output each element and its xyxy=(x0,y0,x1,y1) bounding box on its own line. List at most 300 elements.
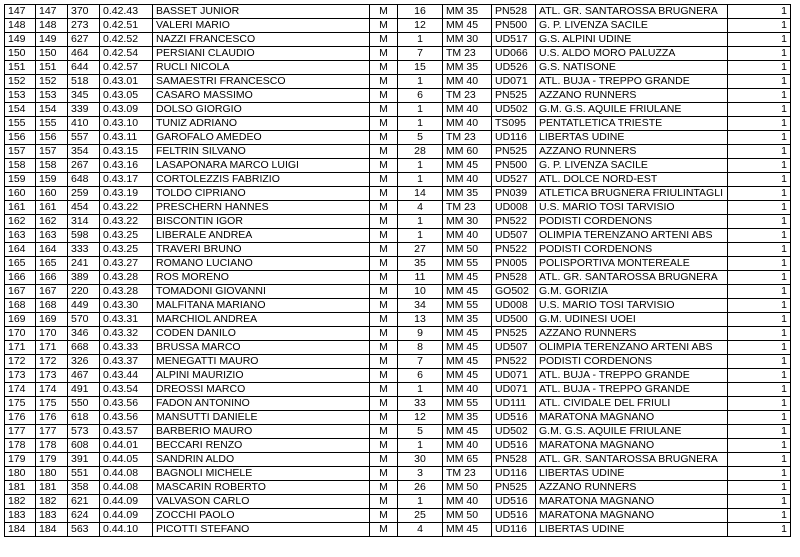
club-name-cell: U.S. MARIO TOSI TARVISIO xyxy=(536,299,728,313)
table-row xyxy=(5,523,791,537)
points-cell: 1 xyxy=(728,243,791,257)
category-cell: MM 40 xyxy=(443,173,492,187)
overall-position-cell: 170 xyxy=(36,327,68,341)
sex-cell: M xyxy=(370,397,398,411)
position-cell: 163 xyxy=(5,229,36,243)
table-row xyxy=(5,187,791,201)
bib-number-cell: 391 xyxy=(68,453,100,467)
category-cell: MM 45 xyxy=(443,327,492,341)
position-cell: 158 xyxy=(5,159,36,173)
position-cell: 182 xyxy=(5,495,36,509)
club-name-cell: ATL. BUJA - TREPPO GRANDE xyxy=(536,75,728,89)
finish-time-cell: 0.43.32 xyxy=(100,327,153,341)
table-row xyxy=(5,299,791,313)
club-code-cell: UD500 xyxy=(492,313,536,327)
club-code-cell: PN528 xyxy=(492,5,536,19)
category-rank-cell: 26 xyxy=(398,481,443,495)
table-row xyxy=(5,33,791,47)
overall-position-cell: 147 xyxy=(36,5,68,19)
club-code-cell: UD516 xyxy=(492,439,536,453)
points-cell: 1 xyxy=(728,327,791,341)
overall-position-cell: 167 xyxy=(36,285,68,299)
club-name-cell: OLIMPIA TERENZANO ARTENI ABS xyxy=(536,341,728,355)
position-cell: 156 xyxy=(5,131,36,145)
bib-number-cell: 624 xyxy=(68,509,100,523)
points-cell: 1 xyxy=(728,229,791,243)
finish-time-cell: 0.44.08 xyxy=(100,467,153,481)
club-code-cell: TS095 xyxy=(492,117,536,131)
club-name-cell: G.S. NATISONE xyxy=(536,61,728,75)
position-cell: 170 xyxy=(5,327,36,341)
club-code-cell: UD071 xyxy=(492,369,536,383)
table-row xyxy=(5,89,791,103)
finish-time-cell: 0.43.37 xyxy=(100,355,153,369)
points-cell: 1 xyxy=(728,523,791,537)
finish-time-cell: 0.44.01 xyxy=(100,439,153,453)
table-row xyxy=(5,481,791,495)
overall-position-cell: 184 xyxy=(36,523,68,537)
athlete-name-cell: BISCONTIN IGOR xyxy=(153,215,370,229)
club-name-cell: ATL. BUJA - TREPPO GRANDE xyxy=(536,383,728,397)
category-cell: MM 55 xyxy=(443,299,492,313)
sex-cell: M xyxy=(370,467,398,481)
overall-position-cell: 171 xyxy=(36,341,68,355)
overall-position-cell: 156 xyxy=(36,131,68,145)
athlete-name-cell: MENEGATTI MAURO xyxy=(153,355,370,369)
category-cell: MM 35 xyxy=(443,187,492,201)
category-rank-cell: 1 xyxy=(398,495,443,509)
overall-position-cell: 148 xyxy=(36,19,68,33)
sex-cell: M xyxy=(370,145,398,159)
bib-number-cell: 454 xyxy=(68,201,100,215)
sex-cell: M xyxy=(370,61,398,75)
club-code-cell: UD008 xyxy=(492,299,536,313)
points-cell: 1 xyxy=(728,117,791,131)
category-cell: MM 40 xyxy=(443,495,492,509)
position-cell: 157 xyxy=(5,145,36,159)
sex-cell: M xyxy=(370,173,398,187)
table-row xyxy=(5,75,791,89)
category-cell: MM 35 xyxy=(443,313,492,327)
athlete-name-cell: BARBERIO MAURO xyxy=(153,425,370,439)
table-row xyxy=(5,439,791,453)
overall-position-cell: 159 xyxy=(36,173,68,187)
table-row xyxy=(5,285,791,299)
category-cell: MM 50 xyxy=(443,481,492,495)
points-cell: 1 xyxy=(728,439,791,453)
bib-number-cell: 220 xyxy=(68,285,100,299)
category-rank-cell: 25 xyxy=(398,509,443,523)
bib-number-cell: 273 xyxy=(68,19,100,33)
club-code-cell: UD517 xyxy=(492,33,536,47)
table-row xyxy=(5,103,791,117)
bib-number-cell: 358 xyxy=(68,481,100,495)
category-rank-cell: 6 xyxy=(398,89,443,103)
table-row xyxy=(5,229,791,243)
category-rank-cell: 35 xyxy=(398,257,443,271)
position-cell: 177 xyxy=(5,425,36,439)
overall-position-cell: 161 xyxy=(36,201,68,215)
finish-time-cell: 0.44.09 xyxy=(100,495,153,509)
points-cell: 1 xyxy=(728,383,791,397)
club-name-cell: PODISTI CORDENONS xyxy=(536,215,728,229)
finish-time-cell: 0.42.54 xyxy=(100,47,153,61)
sex-cell: M xyxy=(370,5,398,19)
category-rank-cell: 6 xyxy=(398,369,443,383)
finish-time-cell: 0.44.09 xyxy=(100,509,153,523)
results-table xyxy=(4,4,791,537)
athlete-name-cell: ZOCCHI PAOLO xyxy=(153,509,370,523)
bib-number-cell: 491 xyxy=(68,383,100,397)
position-cell: 160 xyxy=(5,187,36,201)
finish-time-cell: 0.43.31 xyxy=(100,313,153,327)
category-rank-cell: 7 xyxy=(398,47,443,61)
club-name-cell: AZZANO RUNNERS xyxy=(536,89,728,103)
overall-position-cell: 181 xyxy=(36,481,68,495)
overall-position-cell: 174 xyxy=(36,383,68,397)
sex-cell: M xyxy=(370,159,398,173)
sex-cell: M xyxy=(370,327,398,341)
category-rank-cell: 4 xyxy=(398,201,443,215)
category-cell: MM 45 xyxy=(443,341,492,355)
position-cell: 154 xyxy=(5,103,36,117)
bib-number-cell: 326 xyxy=(68,355,100,369)
category-cell: MM 60 xyxy=(443,145,492,159)
athlete-name-cell: BECCARI RENZO xyxy=(153,439,370,453)
sex-cell: M xyxy=(370,257,398,271)
overall-position-cell: 151 xyxy=(36,61,68,75)
position-cell: 147 xyxy=(5,5,36,19)
bib-number-cell: 551 xyxy=(68,467,100,481)
overall-position-cell: 172 xyxy=(36,355,68,369)
category-cell: MM 40 xyxy=(443,383,492,397)
bib-number-cell: 410 xyxy=(68,117,100,131)
bib-number-cell: 621 xyxy=(68,495,100,509)
category-rank-cell: 1 xyxy=(398,103,443,117)
finish-time-cell: 0.43.54 xyxy=(100,383,153,397)
athlete-name-cell: MARCHIOL ANDREA xyxy=(153,313,370,327)
sex-cell: M xyxy=(370,285,398,299)
bib-number-cell: 339 xyxy=(68,103,100,117)
athlete-name-cell: GAROFALO AMEDEO xyxy=(153,131,370,145)
sex-cell: M xyxy=(370,453,398,467)
position-cell: 152 xyxy=(5,75,36,89)
position-cell: 181 xyxy=(5,481,36,495)
table-row xyxy=(5,145,791,159)
table-row xyxy=(5,341,791,355)
club-code-cell: UD116 xyxy=(492,131,536,145)
category-cell: MM 40 xyxy=(443,75,492,89)
overall-position-cell: 154 xyxy=(36,103,68,117)
athlete-name-cell: FELTRIN SILVANO xyxy=(153,145,370,159)
club-name-cell: ATL. GR. SANTAROSSA BRUGNERA xyxy=(536,5,728,19)
table-row xyxy=(5,495,791,509)
category-cell: MM 50 xyxy=(443,509,492,523)
category-cell: TM 23 xyxy=(443,89,492,103)
club-code-cell: UD111 xyxy=(492,397,536,411)
club-code-cell: PN528 xyxy=(492,453,536,467)
overall-position-cell: 155 xyxy=(36,117,68,131)
category-cell: MM 45 xyxy=(443,523,492,537)
category-rank-cell: 10 xyxy=(398,285,443,299)
finish-time-cell: 0.43.11 xyxy=(100,131,153,145)
sex-cell: M xyxy=(370,313,398,327)
category-rank-cell: 15 xyxy=(398,61,443,75)
category-rank-cell: 34 xyxy=(398,299,443,313)
table-row xyxy=(5,369,791,383)
finish-time-cell: 0.42.43 xyxy=(100,5,153,19)
club-name-cell: G.S. ALPINI UDINE xyxy=(536,33,728,47)
finish-time-cell: 0.43.44 xyxy=(100,369,153,383)
athlete-name-cell: TOMADONI GIOVANNI xyxy=(153,285,370,299)
category-cell: MM 30 xyxy=(443,215,492,229)
sex-cell: M xyxy=(370,495,398,509)
bib-number-cell: 563 xyxy=(68,523,100,537)
category-cell: TM 23 xyxy=(443,47,492,61)
category-cell: MM 65 xyxy=(443,453,492,467)
overall-position-cell: 164 xyxy=(36,243,68,257)
club-name-cell: AZZANO RUNNERS xyxy=(536,327,728,341)
category-cell: MM 40 xyxy=(443,103,492,117)
table-row xyxy=(5,509,791,523)
club-code-cell: PN528 xyxy=(492,271,536,285)
category-cell: MM 35 xyxy=(443,61,492,75)
position-cell: 168 xyxy=(5,299,36,313)
overall-position-cell: 183 xyxy=(36,509,68,523)
athlete-name-cell: TRAVERI BRUNO xyxy=(153,243,370,257)
category-rank-cell: 28 xyxy=(398,145,443,159)
club-name-cell: PODISTI CORDENONS xyxy=(536,243,728,257)
club-code-cell: PN039 xyxy=(492,187,536,201)
athlete-name-cell: TUNIZ ADRIANO xyxy=(153,117,370,131)
bib-number-cell: 345 xyxy=(68,89,100,103)
position-cell: 159 xyxy=(5,173,36,187)
athlete-name-cell: CORTOLEZZIS FABRIZIO xyxy=(153,173,370,187)
finish-time-cell: 0.44.05 xyxy=(100,453,153,467)
sex-cell: M xyxy=(370,355,398,369)
overall-position-cell: 180 xyxy=(36,467,68,481)
category-cell: TM 23 xyxy=(443,131,492,145)
finish-time-cell: 0.43.10 xyxy=(100,117,153,131)
category-cell: MM 40 xyxy=(443,439,492,453)
club-name-cell: MARATONA MAGNANO xyxy=(536,495,728,509)
finish-time-cell: 0.43.28 xyxy=(100,285,153,299)
points-cell: 1 xyxy=(728,355,791,369)
category-rank-cell: 5 xyxy=(398,131,443,145)
club-code-cell: PN500 xyxy=(492,19,536,33)
bib-number-cell: 598 xyxy=(68,229,100,243)
category-rank-cell: 12 xyxy=(398,19,443,33)
overall-position-cell: 160 xyxy=(36,187,68,201)
sex-cell: M xyxy=(370,271,398,285)
bib-number-cell: 467 xyxy=(68,369,100,383)
points-cell: 1 xyxy=(728,369,791,383)
points-cell: 1 xyxy=(728,411,791,425)
club-name-cell: PENTATLETICA TRIESTE xyxy=(536,117,728,131)
position-cell: 184 xyxy=(5,523,36,537)
overall-position-cell: 150 xyxy=(36,47,68,61)
club-name-cell: POLISPORTIVA MONTEREALE xyxy=(536,257,728,271)
points-cell: 1 xyxy=(728,187,791,201)
athlete-name-cell: ROS MORENO xyxy=(153,271,370,285)
finish-time-cell: 0.42.57 xyxy=(100,61,153,75)
category-rank-cell: 16 xyxy=(398,5,443,19)
results-body xyxy=(5,5,791,537)
table-row xyxy=(5,117,791,131)
club-name-cell: MARATONA MAGNANO xyxy=(536,509,728,523)
club-code-cell: UD066 xyxy=(492,47,536,61)
overall-position-cell: 152 xyxy=(36,75,68,89)
club-name-cell: AZZANO RUNNERS xyxy=(536,145,728,159)
table-row xyxy=(5,411,791,425)
bib-number-cell: 389 xyxy=(68,271,100,285)
club-code-cell: UD116 xyxy=(492,467,536,481)
bib-number-cell: 449 xyxy=(68,299,100,313)
overall-position-cell: 165 xyxy=(36,257,68,271)
finish-time-cell: 0.42.52 xyxy=(100,33,153,47)
category-rank-cell: 1 xyxy=(398,75,443,89)
club-code-cell: PN522 xyxy=(492,355,536,369)
club-name-cell: LIBERTAS UDINE xyxy=(536,131,728,145)
finish-time-cell: 0.44.08 xyxy=(100,481,153,495)
points-cell: 1 xyxy=(728,33,791,47)
points-cell: 1 xyxy=(728,173,791,187)
points-cell: 1 xyxy=(728,509,791,523)
position-cell: 153 xyxy=(5,89,36,103)
athlete-name-cell: LASAPONARA MARCO LUIGI xyxy=(153,159,370,173)
overall-position-cell: 176 xyxy=(36,411,68,425)
category-cell: MM 45 xyxy=(443,425,492,439)
position-cell: 175 xyxy=(5,397,36,411)
sex-cell: M xyxy=(370,383,398,397)
overall-position-cell: 149 xyxy=(36,33,68,47)
athlete-name-cell: DOLSO GIORGIO xyxy=(153,103,370,117)
category-rank-cell: 1 xyxy=(398,215,443,229)
points-cell: 1 xyxy=(728,341,791,355)
position-cell: 164 xyxy=(5,243,36,257)
table-row xyxy=(5,425,791,439)
position-cell: 167 xyxy=(5,285,36,299)
table-row xyxy=(5,257,791,271)
table-row xyxy=(5,467,791,481)
sex-cell: M xyxy=(370,117,398,131)
finish-time-cell: 0.43.57 xyxy=(100,425,153,439)
sex-cell: M xyxy=(370,509,398,523)
sex-cell: M xyxy=(370,47,398,61)
overall-position-cell: 162 xyxy=(36,215,68,229)
position-cell: 174 xyxy=(5,383,36,397)
overall-position-cell: 175 xyxy=(36,397,68,411)
club-code-cell: UD502 xyxy=(492,103,536,117)
athlete-name-cell: MASCARIN ROBERTO xyxy=(153,481,370,495)
results-sheet xyxy=(4,4,790,550)
club-code-cell: PN525 xyxy=(492,145,536,159)
overall-position-cell: 157 xyxy=(36,145,68,159)
finish-time-cell: 0.43.27 xyxy=(100,257,153,271)
finish-time-cell: 0.43.28 xyxy=(100,271,153,285)
athlete-name-cell: MANSUTTI DANIELE xyxy=(153,411,370,425)
club-code-cell: UD507 xyxy=(492,341,536,355)
table-row xyxy=(5,47,791,61)
points-cell: 1 xyxy=(728,103,791,117)
finish-time-cell: 0.44.10 xyxy=(100,523,153,537)
category-cell: MM 45 xyxy=(443,19,492,33)
points-cell: 1 xyxy=(728,257,791,271)
club-code-cell: PN522 xyxy=(492,243,536,257)
category-cell: MM 55 xyxy=(443,257,492,271)
sex-cell: M xyxy=(370,215,398,229)
position-cell: 149 xyxy=(5,33,36,47)
bib-number-cell: 354 xyxy=(68,145,100,159)
bib-number-cell: 518 xyxy=(68,75,100,89)
club-name-cell: ATL. GR. SANTAROSSA BRUGNERA xyxy=(536,453,728,467)
category-rank-cell: 33 xyxy=(398,397,443,411)
sex-cell: M xyxy=(370,19,398,33)
club-code-cell: PN525 xyxy=(492,89,536,103)
points-cell: 1 xyxy=(728,271,791,285)
finish-time-cell: 0.43.22 xyxy=(100,215,153,229)
finish-time-cell: 0.43.17 xyxy=(100,173,153,187)
table-row xyxy=(5,271,791,285)
category-rank-cell: 12 xyxy=(398,411,443,425)
bib-number-cell: 314 xyxy=(68,215,100,229)
club-code-cell: UD516 xyxy=(492,495,536,509)
category-rank-cell: 1 xyxy=(398,229,443,243)
sex-cell: M xyxy=(370,299,398,313)
bib-number-cell: 333 xyxy=(68,243,100,257)
category-rank-cell: 3 xyxy=(398,467,443,481)
club-name-cell: ATLETICA BRUGNERA FRIULINTAGLI xyxy=(536,187,728,201)
category-cell: MM 45 xyxy=(443,355,492,369)
bib-number-cell: 618 xyxy=(68,411,100,425)
bib-number-cell: 370 xyxy=(68,5,100,19)
category-cell: MM 45 xyxy=(443,271,492,285)
table-row xyxy=(5,19,791,33)
position-cell: 161 xyxy=(5,201,36,215)
bib-number-cell: 608 xyxy=(68,439,100,453)
category-cell: MM 35 xyxy=(443,5,492,19)
position-cell: 172 xyxy=(5,355,36,369)
athlete-name-cell: BAGNOLI MICHELE xyxy=(153,467,370,481)
athlete-name-cell: FADON ANTONINO xyxy=(153,397,370,411)
table-row xyxy=(5,173,791,187)
club-name-cell: PODISTI CORDENONS xyxy=(536,355,728,369)
table-row xyxy=(5,159,791,173)
position-cell: 171 xyxy=(5,341,36,355)
sex-cell: M xyxy=(370,75,398,89)
position-cell: 165 xyxy=(5,257,36,271)
athlete-name-cell: LIBERALE ANDREA xyxy=(153,229,370,243)
club-name-cell: OLIMPIA TERENZANO ARTENI ABS xyxy=(536,229,728,243)
table-row xyxy=(5,201,791,215)
club-name-cell: LIBERTAS UDINE xyxy=(536,467,728,481)
category-cell: MM 55 xyxy=(443,397,492,411)
overall-position-cell: 177 xyxy=(36,425,68,439)
table-row xyxy=(5,131,791,145)
points-cell: 1 xyxy=(728,201,791,215)
points-cell: 1 xyxy=(728,285,791,299)
category-rank-cell: 1 xyxy=(398,159,443,173)
position-cell: 173 xyxy=(5,369,36,383)
club-code-cell: UD071 xyxy=(492,75,536,89)
club-code-cell: UD502 xyxy=(492,425,536,439)
bib-number-cell: 464 xyxy=(68,47,100,61)
category-rank-cell: 30 xyxy=(398,453,443,467)
position-cell: 148 xyxy=(5,19,36,33)
bib-number-cell: 668 xyxy=(68,341,100,355)
club-name-cell: ATL. CIVIDALE DEL FRIULI xyxy=(536,397,728,411)
sex-cell: M xyxy=(370,523,398,537)
